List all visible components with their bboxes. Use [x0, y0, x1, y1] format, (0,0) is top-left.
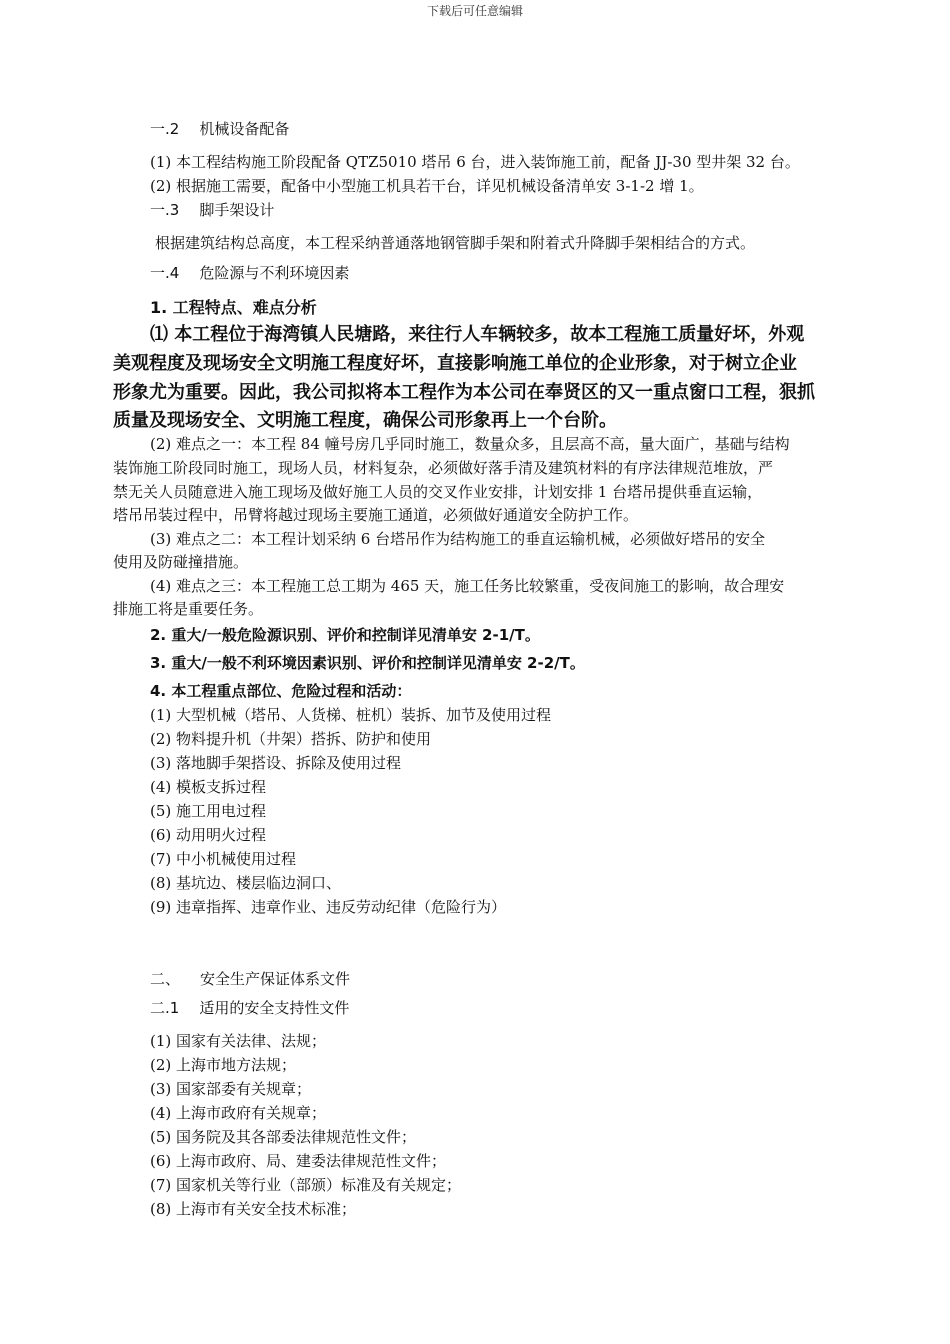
paragraph-line: 禁无关人员随意进入施工现场及做好施工人员的交叉作业安排，计划安排 1 台塔吊提供垂直运输， [113, 483, 763, 501]
list-item: (4) 模板支拆过程 [150, 778, 267, 796]
item-heading-1: 1. 工程特点、难点分析 [150, 298, 317, 317]
paragraph-line: 装饰施工阶段同时施工，现场人员，材料复杂，必须做好落手清及建筑材料的有序法律规范堆放，严 [113, 459, 774, 477]
list-item: (8) 上海市有关安全技术标准； [150, 1200, 357, 1218]
paragraph: 根据建筑结构总高度，本工程采纳普通落地钢管脚手架和附着式升降脚手架相结合的方式。 [155, 234, 756, 252]
bold-paragraph-line: 形象尤为重要。因此，我公司拟将本工程作为本公司在奉贤区的又一重点窗口工程，狠抓 [113, 382, 815, 403]
item-heading-2: 2. 重大/一般危险源识别、评价和控制详见清单安 2-1/T。 [150, 626, 540, 644]
paragraph-line: 排施工将是重要任务。 [113, 600, 264, 618]
list-item: (7) 中小机械使用过程 [150, 850, 297, 868]
list-item: (9) 违章指挥、违章作业、违反劳动纪律（危险行为） [150, 898, 507, 916]
paragraph-line: (3) 难点之二：本工程计划采纳 6 台塔吊作为结构施工的垂直运输机械，必须做好塔吊的安全 [150, 530, 766, 548]
paragraph: (2) 根据施工需要，配备中小型施工机具若干台，详见机械设备清单安 3-1-2 增 1。 [150, 177, 704, 195]
page-header: 下载后可任意编辑 [426, 4, 523, 18]
list-item: (7) 国家机关等行业（部颁）标准及有关规定； [150, 1176, 462, 1194]
list-item: (3) 落地脚手架搭设、拆除及使用过程 [150, 754, 402, 772]
section-heading-1-3: 一.3 脚手架设计 [150, 201, 275, 219]
section-heading-2-1: 二.1 适用的安全支持性文件 [150, 999, 350, 1017]
list-item: (3) 国家部委有关规章； [150, 1080, 312, 1098]
paragraph: (1) 本工程结构施工阶段配备 QTZ5010 塔吊 6 台，进入装饰施工前，配备 JJ-30 型井架 32 台。 [150, 153, 800, 171]
bold-paragraph-line: 质量及现场安全、文明施工程度，确保公司形象再上一个台阶。 [113, 410, 617, 431]
bold-paragraph-line: 美观程度及现场安全文明施工程度好坏，直接影响施工单位的企业形象，对于树立企业 [113, 353, 797, 374]
list-item: (5) 国务院及其各部委法律规范性文件； [150, 1128, 417, 1146]
list-item: (6) 动用明火过程 [150, 826, 267, 844]
item-heading-3: 3. 重大/一般不利环境因素识别、评价和控制详见清单安 2-2/T。 [150, 654, 585, 672]
list-item: (5) 施工用电过程 [150, 802, 267, 820]
list-item: (2) 物料提升机（井架）搭拆、防护和使用 [150, 730, 432, 748]
list-item: (1) 国家有关法律、法规； [150, 1032, 327, 1050]
section-heading-1-2: 一.2 机械设备配备 [150, 120, 290, 138]
section-heading-2: 二、 安全生产保证体系文件 [150, 970, 351, 988]
bold-paragraph-line: ⑴ 本工程位于海湾镇人民塘路，来往行人车辆较多，故本工程施工质量好坏，外观 [150, 324, 805, 345]
paragraph-line: 使用及防碰撞措施。 [113, 553, 249, 571]
list-item: (4) 上海市政府有关规章； [150, 1104, 327, 1122]
section-heading-1-4: 一.4 危险源与不利环境因素 [150, 264, 350, 282]
paragraph-line: 塔吊吊装过程中，吊臂将越过现场主要施工通道，必须做好通道安全防护工作。 [113, 506, 639, 524]
list-item: (2) 上海市地方法规； [150, 1056, 297, 1074]
item-heading-4: 4. 本工程重点部位、危险过程和活动： [150, 682, 412, 700]
list-item: (1) 大型机械（塔吊、人货梯、桩机）装拆、加节及使用过程 [150, 706, 552, 724]
list-item: (6) 上海市政府、局、建委法律规范性文件； [150, 1152, 447, 1170]
paragraph-line: (2) 难点之一：本工程 84 幢号房几乎同时施工，数量众多，且层高不高，量大面广，基础与结构 [150, 435, 790, 453]
paragraph-line: (4) 难点之三：本工程施工总工期为 465 天，施工任务比较繁重，受夜间施工的影响，故合理安 [150, 577, 785, 595]
list-item: (8) 基坑边、楼层临边洞口、 [150, 874, 342, 892]
